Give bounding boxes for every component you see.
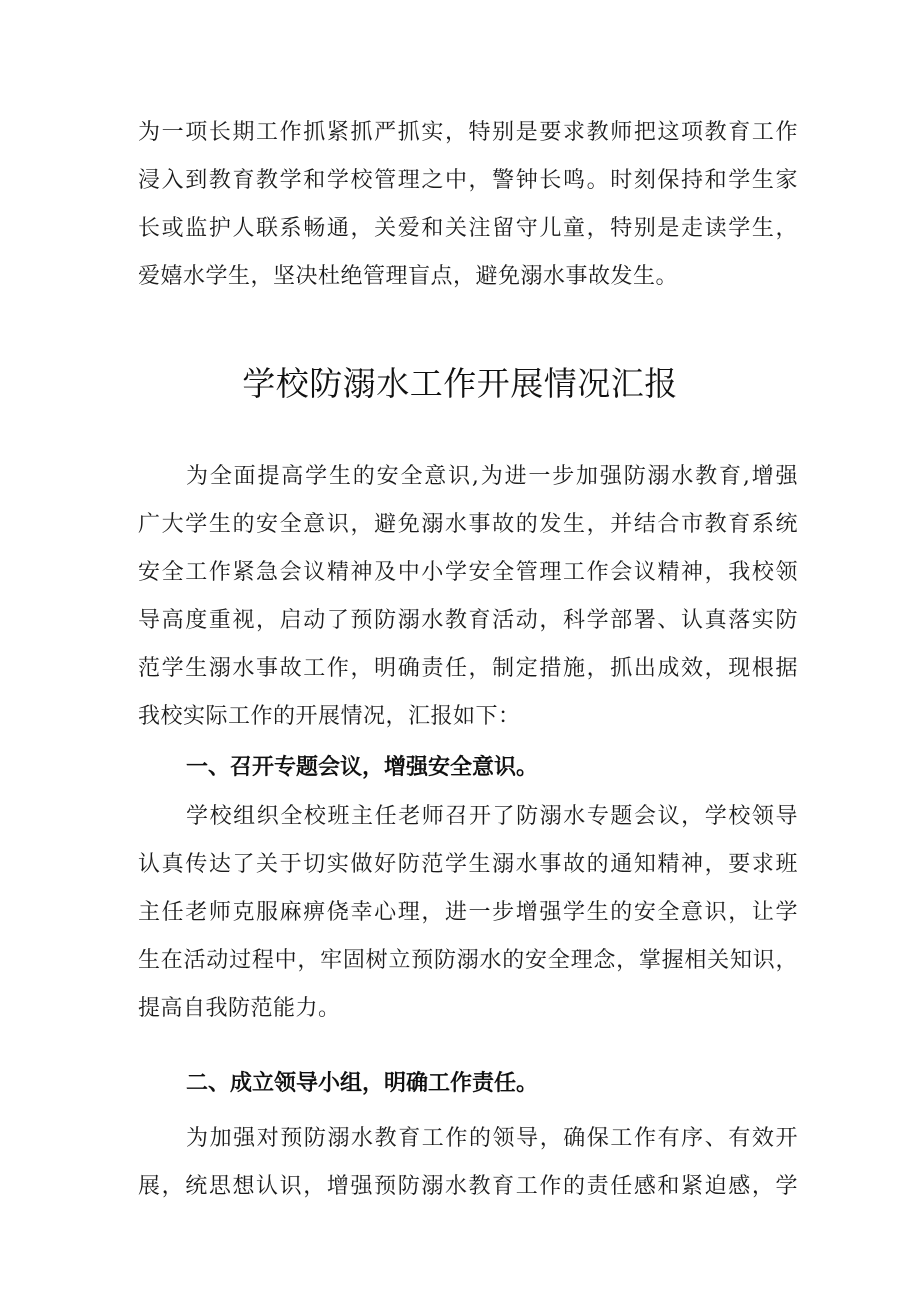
opening-line-4: 导高度重视，启动了预防溺水教育活动，科学部署、认真落实防 (138, 608, 798, 633)
section-2-line-1: 为加强对预防溺水教育工作的领导，确保工作有序、有效开 (186, 1126, 798, 1151)
document-title: 学校防溺水工作开展情况汇报 (242, 364, 678, 403)
opening-line-1: 为全面提高学生的安全意识,为进一步加强防溺水教育,增强 (186, 464, 798, 489)
intro-line-3: 长或监护人联系畅通，关爱和关注留守儿童，特别是走读学生， (138, 216, 798, 241)
section-1-line-4: 生在活动过程中，牢固树立预防溺水的安全理念，掌握相关知识， (138, 948, 798, 973)
intro-paragraph (138, 109, 798, 301)
section-1-line-5: 提高自我防范能力。 (138, 996, 341, 1021)
opening-line-6: 我校实际工作的开展情况，汇报如下： (138, 704, 521, 729)
section-2-line-2: 展，统思想认识，增强预防溺水教育工作的责任感和紧迫感，学 (138, 1174, 798, 1199)
section-1-line-1: 学校组织全校班主任老师召开了防溺水专题会议，学校领导 (186, 804, 798, 829)
section-1-heading: 一、召开专题会议，增强安全意识。 (186, 755, 539, 780)
section-1-line-3: 主任老师克服麻痹侥幸心理，进一步增强学生的安全意识，让学 (138, 900, 798, 925)
intro-line-1: 为一项长期工作抓紧抓严抓实，特别是要求教师把这项教育工作 (138, 120, 798, 145)
intro-line-2: 浸入到教育教学和学校管理之中，警钟长鸣。时刻保持和学生家 (138, 168, 798, 193)
opening-line-3: 安全工作紧急会议精神及中小学安全管理工作会议精神，我校领 (138, 560, 798, 585)
opening-paragraph (138, 453, 798, 741)
opening-line-2: 广大学生的安全意识，避免溺水事故的发生，并结合市教育系统 (138, 512, 798, 537)
section-1-body (138, 793, 798, 1033)
section-2-body (138, 1115, 798, 1211)
opening-line-5: 范学生溺水事故工作，明确责任，制定措施，抓出成效，现根据 (138, 656, 798, 681)
section-1-line-2: 认真传达了关于切实做好防范学生溺水事故的通知精神，要求班 (138, 852, 798, 877)
section-2-heading: 二、成立领导小组，明确工作责任。 (186, 1071, 539, 1096)
intro-line-4: 爱嬉水学生，坚决杜绝管理盲点，避免溺水事故发生。 (138, 264, 679, 289)
